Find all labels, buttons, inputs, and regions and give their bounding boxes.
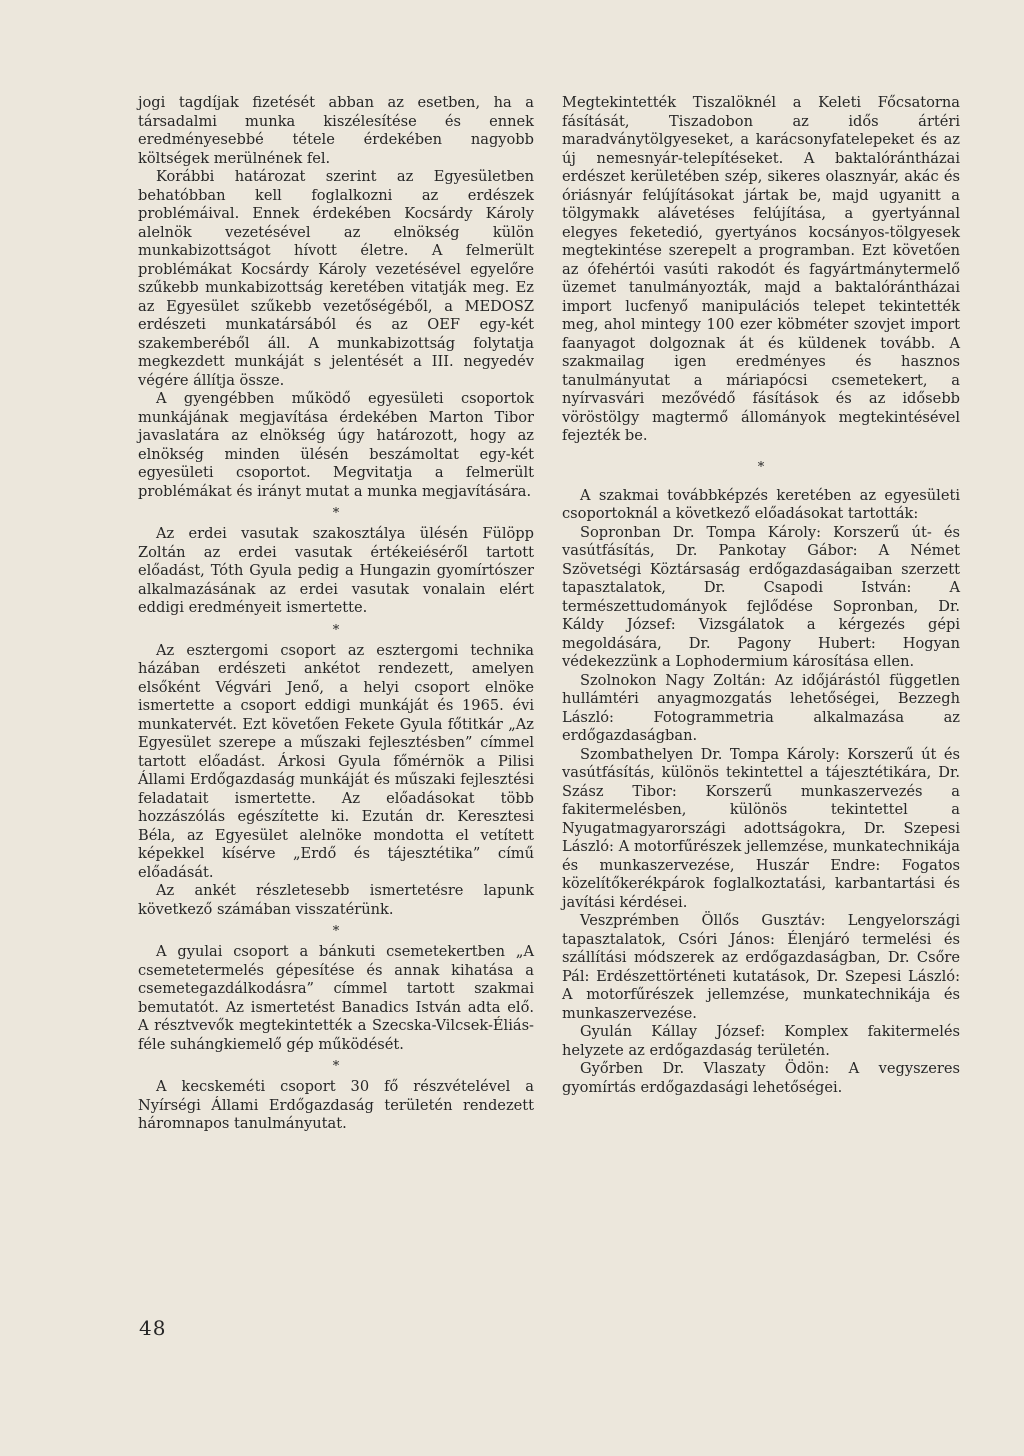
paragraph: Az esztergomi csoport az esztergomi technika házában erdészeti ankétot rendezett, amelyen elsőként Végvári Jenő, a helyi csoport elnöke ismertette a csoport eddigi munkáját és 1965. évi munkatervét. Ezt követően Fekete Gyula főtitkár „Az Egyesület szerepe a műszaki fejlesztésben” címmel tartott előadást. Árkosi Gyula főmérnök a Pilisi Állami Erdőgazdaság munkáját és műszaki fejlesztési feladatait ismertette. Az előadásokat több hozzászólás egészítette ki. Ezután dr. Keresztesi Béla, az Egyesület alelnöke mondotta el vetített képekkel kísérve „Erdő és tájesztétika” című előadását. <box>138 641 534 881</box>
paragraph: Sopronban Dr. Tompa Károly: Korszerű út- és vasútfásítás, Dr. Pankotay Gábor: A Német Szövetségi Köztársaság erdőgazdaságaiban szerzett tapasztalatok, Dr. Csapodi István: A természettudományok fejlődése Sopronban, Dr. Káldy József: Vizsgálatok a kérgezés gépi megoldására, Dr. Pagony Hubert: Hogyan védekezzünk a Lophodermium károsítása ellen. <box>562 523 960 670</box>
section-separator: * <box>332 1059 340 1074</box>
right-column <box>562 94 960 1097</box>
paragraph: Megtekintették Tiszalöknél a Keleti Főcsatorna fásítását, Tiszadobon az idős ártéri maradványtölgyeseket, a karácsonyfatelepeket és az új nemesnyár-telepítéseket. A baktalórántházai erdészet kerületében szép, sikeres olasznyár, akác és óriásnyár felújításokat jártak be, majd ugyanitt a tölgymakk alávetéses felújítása, a gyertyánnal elegyes feketedió, gyertyános kocsányos-tölgyesek megtekintése szerepelt a programban. Ezt követően az ófehértói vasúti rakodót és fagyártmánytermelő üzemet tanulmányozták, majd a baktalórántházai import lucfenyő manipulációs telepet tekintették meg, ahol mintegy 100 ezer köbméter szovjet import faanyagot dolgoznak át és küldenek tovább. A szakmailag igen eredményes és hasznos tanulmányutat a máriapócsi csemetekert, a nyírvasvári mezővédő fásítások és az idősebb vöröstölgy magtermő állományok megtekintésével fejezték be. <box>562 94 960 444</box>
section-separator: * <box>332 924 340 939</box>
paragraph: Az ankét részletesebb ismertetésre lapunk következő számában visszatérünk. <box>138 882 534 918</box>
left-column <box>138 94 534 1134</box>
paragraph: Szombathelyen Dr. Tompa Károly: Korszerű út és vasútfásítás, különös tekintettel a tájesztétikára, Dr. Szász Tibor: Korszerű munkaszervezés a fakitermelésben, különös tekintettel a Nyugatmagyarországi adottságokra, Dr. Szepesi László: A motorfűrészek jellemzése, munkatechnikája és munkaszervezése, Huszár Endre: Fogatos közelítőkerékpárok foglalkoztatási, karbantartási és javítási kérdései. <box>562 745 960 911</box>
section-separator: * <box>757 459 765 475</box>
paragraph: Szolnokon Nagy Zoltán: Az időjárástól független hullámtéri anyagmozgatás lehetőségei, Bezzegh László: Fotogrammetria alkalmazása az erdőgazdaságban. <box>562 671 960 744</box>
paragraph: Az erdei vasutak szakosztálya ülésén Fülöpp Zoltán az erdei vasutak értékeiéséről tartott előadást, Tóth Gyula pedig a Hungazin gyomírtószer alkalmazásának az erdei vasutak vonalain elért eddigi eredményeit ismertette. <box>138 525 534 616</box>
paragraph: A gyulai csoport a bánkuti csemetekertben „A csemetetermelés gépesítése és annak kihatása a csemetegazdálkodásra” címmel tartott szakmai bemutatót. Az ismertetést Banadics István adta elő. A résztvevők megtekintették a Szecska-Vilcsek-Éliás-féle suhángkiemelő gép működését. <box>138 943 534 1053</box>
paragraph: Győrben Dr. Vlaszaty Ödön: A vegyszeres gyomírtás erdőgazdasági lehetőségei. <box>562 1060 960 1096</box>
paragraph: Gyulán Kállay József: Komplex fakitermelés helyzete az erdőgazdaság területén. <box>562 1023 960 1059</box>
page-number: 48 <box>139 1316 167 1340</box>
paragraph: A gyengébben működő egyesületi csoportok munkájának megjavítása érdekében Marton Tibor javaslatára az elnökség úgy határozott, hogy az elnökség minden ülésén beszámoltat egy-két egyesületi csoportot. Megvitatja a felmerült problémákat és irányt mutat a munka megjavítására. <box>138 390 534 500</box>
paragraph: Korábbi határozat szerint az Egyesületben behatóbban kell foglalkozni az erdészek problémáival. Ennek érdekében Kocsárdy Károly alelnök vezetésével az elnökség külön munkabizottságot hívott életre. A felmerült problémákat Kocsárdy Károly vezetésével egyelőre szűkebb munkabizottság keretében vitatják meg. Ez az Egyesület szűkebb vezetőségéből, a MEDOSZ erdészeti munkatársából és az OEF egy-két szakemberéből áll. A munkabizottság folytatja megkezdett munkáját s jelentését a III. negyedév végére állítja össze. <box>138 168 534 389</box>
section-separator: * <box>332 622 340 638</box>
paragraph: A szakmai továbbképzés keretében az egyesületi csoportoknál a következő előadásokat tartották: <box>562 486 960 522</box>
paragraph: A kecskeméti csoport 30 fő részvételével a Nyírségi Állami Erdőgazdaság területén rendezett háromnapos tanulmányutat. <box>138 1078 534 1132</box>
section-separator: * <box>332 506 340 521</box>
paragraph: jogi tagdíjak fizetését abban az esetben, ha a társadalmi munka kiszélesítése és ennek eredményesebbé tétele érdekében nagyobb költségek merülnének fel. <box>138 94 534 167</box>
paragraph: Veszprémben Öllős Gusztáv: Lengyelországi tapasztalatok, Csóri János: Élenjáró termelési és szállítási módszerek az erdőgazdaságban, Dr. Csőre Pál: Erdészettörténeti kutatások, Dr. Szepesi László: A motorfűrészek jellemzése, munkatechnikája és munkaszervezése. <box>562 912 960 1022</box>
